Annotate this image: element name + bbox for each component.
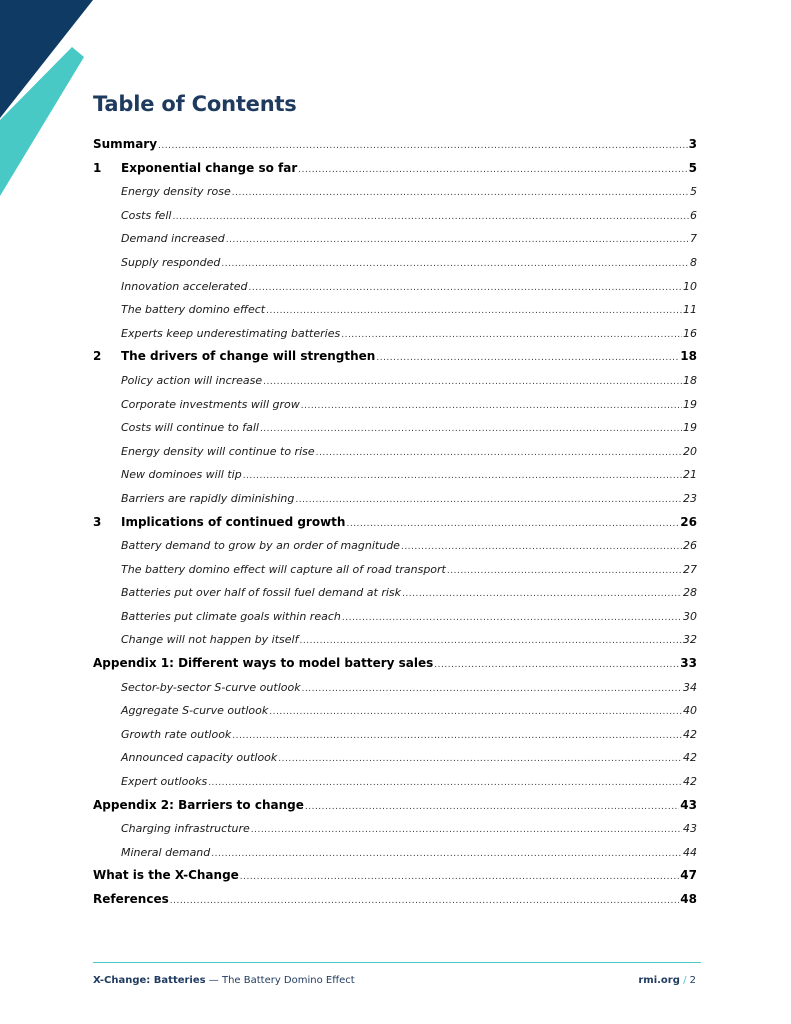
toc-page-number: 32 [683,633,697,647]
toc-section-entry[interactable] [93,157,697,181]
toc-entry-label: Announced capacity outlook [121,751,278,765]
toc-dot-leader [447,560,682,582]
toc-entry-label: The battery domino effect will capture all of road transport [121,562,446,576]
toc-dot-leader [316,442,682,464]
toc-dot-leader [298,159,687,181]
toc-dot-leader [376,347,679,369]
toc-subsection-entry[interactable] [93,699,697,723]
toc-page-number: 20 [683,444,697,458]
toc-entry-label: What is the X-Change [93,868,239,883]
toc-page-number: 18 [683,373,697,387]
toc-dot-leader [299,630,682,652]
toc-entry-label: Policy action will increase [121,373,263,387]
toc-section-entry[interactable] [93,794,697,818]
toc-entry-label: References [93,892,169,906]
toc-subsection-entry[interactable] [93,227,697,251]
toc-entry-label: Demand increased [121,232,225,246]
toc-subsection-entry[interactable] [93,581,697,605]
toc-dot-leader [172,206,689,228]
toc-entry-label: Corporate investments will grow [121,397,300,411]
toc-page-number: 33 [680,656,697,671]
toc-dot-leader [232,182,689,204]
toc-dot-leader [305,796,679,818]
toc-dot-leader [232,725,682,747]
toc-dot-leader [243,465,682,487]
toc-dot-leader [278,748,682,770]
footer-subtitle: — The Battery Domino Effect [205,975,355,986]
toc-subsection-entry[interactable] [93,298,697,322]
toc-subsection-entry[interactable] [93,534,697,558]
toc-subsection-entry[interactable] [93,440,697,464]
toc-entry-label: Battery demand to grow by an order of magnitude [121,539,400,553]
toc-page-number: 5 [690,185,697,199]
toc-subsection-entry[interactable] [93,605,697,629]
toc-entry-label: Energy density will continue to rise [121,444,315,458]
toc-section-entry[interactable] [93,133,697,157]
toc-subsection-entry[interactable] [93,558,697,582]
toc-entry-label: Innovation accelerated [121,279,248,293]
toc-subsection-entry[interactable] [93,393,697,417]
toc-subsection-entry[interactable] [93,723,697,747]
toc-dot-leader [208,772,682,794]
toc-page-number: 42 [683,751,697,765]
toc-entry-label: Appendix 1: Different ways to model battery sales [93,656,434,671]
toc-page-number: 28 [683,586,697,600]
toc-dot-leader [240,866,680,888]
footer-divider [93,962,701,963]
toc-subsection-entry[interactable] [93,487,697,511]
toc-dot-leader [226,229,689,251]
corner-decoration [0,0,100,200]
toc-subsection-entry[interactable] [93,369,697,393]
toc-dot-leader [401,536,682,558]
toc-page-number: 43 [683,822,697,836]
toc-subsection-entry[interactable] [93,817,697,841]
toc-page-number: 27 [683,562,697,576]
toc-entry-label: Change will not happen by itself [121,633,299,647]
toc-subsection-entry[interactable] [93,204,697,228]
toc-dot-leader [341,324,682,346]
toc-page-number: 19 [683,421,697,435]
toc-subsection-entry[interactable] [93,275,697,299]
toc-dot-leader [251,819,682,841]
toc-entry-label: Charging infrastructure [121,822,250,836]
toc-page-number: 30 [683,609,697,623]
toc-subsection-entry[interactable] [93,746,697,770]
toc-page-number: 10 [683,279,697,293]
toc-entry-label: New dominoes will tip [121,468,242,482]
toc-page-number: 19 [683,397,697,411]
toc-subsection-entry[interactable] [93,180,697,204]
toc-page-number: 16 [683,326,697,340]
toc-entry-label: The drivers of change will strengthen [121,349,376,364]
toc-page-number: 5 [688,160,697,175]
toc-dot-leader [346,513,679,535]
toc-section-entry[interactable] [93,511,697,535]
toc-entry-label: Aggregate S-curve outlook [121,704,269,718]
toc-subsection-entry[interactable] [93,463,697,487]
toc-subsection-entry[interactable] [93,416,697,440]
table-of-contents [93,133,697,912]
toc-page-number: 42 [683,775,697,789]
toc-entry-label: Summary [93,137,158,151]
toc-section-number: 1 [93,160,102,175]
toc-dot-leader [170,890,680,912]
toc-entry-label: Supply responded [121,255,221,269]
toc-page-number: 42 [683,727,697,741]
footer-page-info [638,975,696,986]
toc-subsection-entry[interactable] [93,251,697,275]
toc-section-entry[interactable] [93,345,697,369]
toc-section-entry[interactable] [93,864,697,888]
toc-section-entry[interactable] [93,888,697,912]
toc-entry-label: The battery domino effect [121,303,266,317]
toc-page-number: 26 [680,514,697,529]
toc-entry-label: Sector-by-sector S-curve outlook [121,680,301,694]
toc-page-number: 44 [683,845,697,859]
toc-entry-label: Growth rate outlook [121,727,232,741]
toc-page-number: 26 [683,539,697,553]
toc-entry-label: Costs will continue to fall [121,421,259,435]
toc-page-number: 40 [683,704,697,718]
footer-document-title [93,975,355,986]
toc-dot-leader [302,678,682,700]
toc-page-number: 43 [680,797,697,812]
toc-subsection-entry[interactable] [93,628,697,652]
toc-section-number: 2 [93,349,102,364]
toc-dot-leader [266,300,682,322]
toc-entry-label: Costs fell [121,208,172,222]
toc-page-number: 21 [683,468,697,482]
toc-page-number: 18 [680,349,697,364]
toc-page-number: 11 [683,303,697,317]
toc-page-number: 3 [688,137,697,151]
toc-subsection-entry[interactable] [93,770,697,794]
toc-dot-leader [402,583,682,605]
toc-dot-leader [295,489,682,511]
toc-subsection-entry[interactable] [93,322,697,346]
toc-page-number: 6 [690,208,697,222]
toc-entry-label: Batteries put climate goals within reach [121,609,341,623]
toc-dot-leader [249,277,683,299]
toc-entry-label: Barriers are rapidly diminishing [121,491,295,505]
toc-section-entry[interactable] [93,652,697,676]
toc-page-number: 7 [690,232,697,246]
toc-dot-leader [269,701,682,723]
toc-dot-leader [342,607,682,629]
toc-section-number: 3 [93,514,102,529]
toc-dot-leader [158,135,688,157]
toc-dot-leader [260,418,682,440]
toc-subsection-entry[interactable] [93,841,697,865]
footer-brand: X-Change: Batteries [93,975,206,986]
toc-entry-label: Expert outlooks [121,775,208,789]
toc-page-number: 8 [690,255,697,269]
toc-entry-label: Batteries put over half of fossil fuel demand at risk [121,586,402,600]
toc-entry-label: Exponential change so far [121,160,298,175]
toc-dot-leader [263,371,682,393]
toc-page-number: 47 [680,868,697,883]
toc-entry-label: Energy density rose [121,185,231,199]
toc-entry-label: Mineral demand [121,845,211,859]
toc-page-number: 48 [680,892,697,906]
toc-dot-leader [211,843,682,865]
toc-dot-leader [301,395,682,417]
toc-dot-leader [221,253,689,275]
toc-page-number: 23 [683,491,697,505]
toc-entry-label: Appendix 2: Barriers to change [93,797,304,812]
footer-separator: / [679,975,690,986]
toc-entry-label: Experts keep underestimating batteries [121,326,341,340]
footer-page-number: 2 [689,975,696,986]
toc-entry-label: Implications of continued growth [121,514,346,529]
toc-dot-leader [434,654,679,676]
toc-subsection-entry[interactable] [93,676,697,700]
page-title: Table of Contents [93,92,297,116]
toc-page-number: 34 [683,680,697,694]
footer-site-link[interactable]: rmi.org [638,975,680,986]
